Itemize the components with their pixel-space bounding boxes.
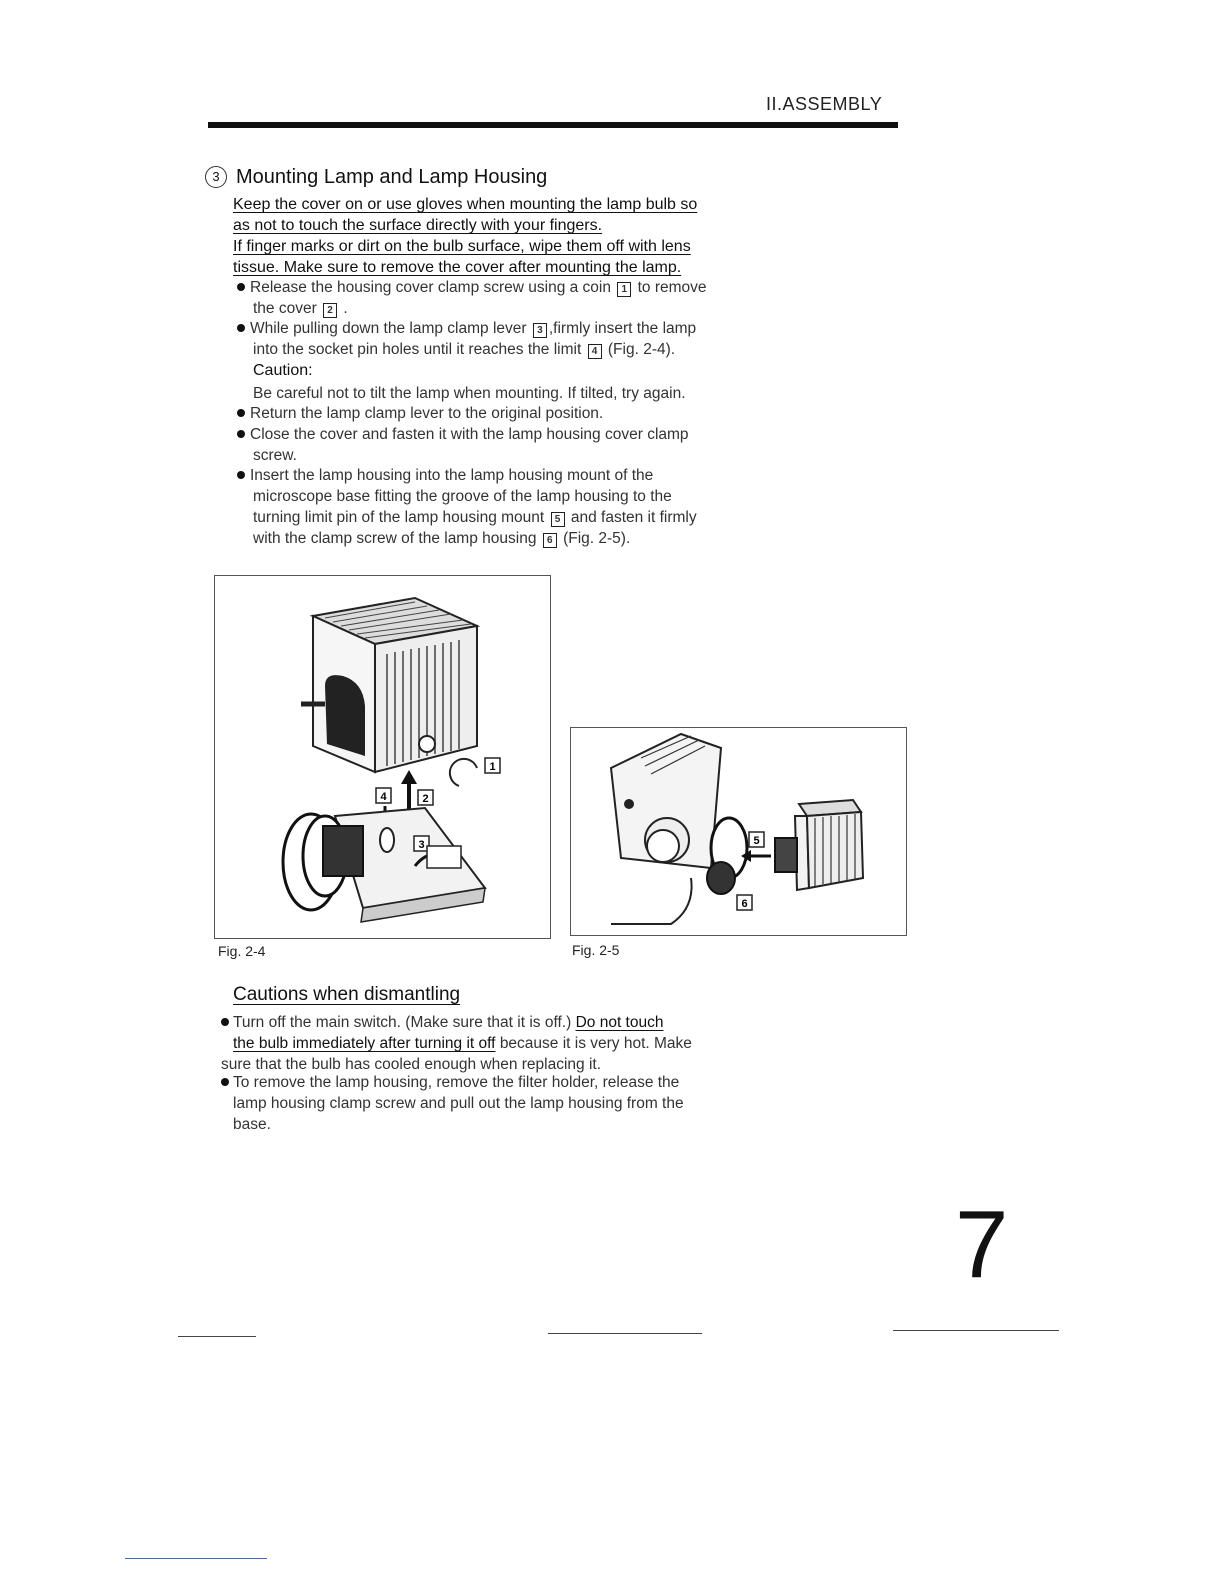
warning-line-4: tissue. Make sure to remove the cover after mounting the lamp. (233, 259, 682, 276)
section-title-text: Mounting Lamp and Lamp Housing (236, 166, 548, 188)
section-title (205, 166, 547, 189)
microscope-base-illustration (571, 728, 906, 935)
bullet-icon (237, 283, 245, 291)
warning-line-2: as not to touch the surface directly with your fingers. (233, 217, 603, 234)
section-number-marker: 3 (205, 166, 227, 188)
callout-label-2: 2 (422, 793, 429, 805)
step-return-lever: Return the lamp clamp lever to the original position. (237, 403, 807, 424)
callout-number: 2 (323, 303, 337, 318)
dismantling-title: Cautions when dismantling (233, 984, 461, 1005)
bullet-icon (221, 1078, 229, 1086)
warning-line-1: Keep the cover on or use gloves when mounting the lamp bulb so (233, 196, 698, 213)
bullet-icon (237, 324, 245, 332)
step-close-cover: Close the cover and fasten it with the lamp housing cover clamp screw. (237, 424, 807, 466)
scan-line (125, 1558, 267, 1559)
callout-label-6: 6 (741, 898, 748, 910)
figure-2-4-caption: Fig. 2-4 (218, 943, 266, 959)
callout-number: 1 (617, 282, 631, 297)
figure-2-4 (214, 575, 551, 939)
caution-label: Caution: (253, 362, 313, 379)
bullet-icon (237, 471, 245, 479)
bullet-icon (237, 409, 245, 417)
figure-2-5 (570, 727, 907, 936)
callout-number: 5 (551, 512, 565, 527)
scan-line (893, 1330, 1059, 1331)
callout-label-3: 3 (418, 839, 425, 851)
dismantling-bullet-housing: To remove the lamp housing, remove the filter holder, release the lamp housing clamp screw and pull out the lamp housing from the base. (221, 1072, 811, 1135)
caution-text: Be careful not to tilt the lamp when mounting. If tilted, try again. (253, 385, 686, 402)
step-release-cover: Release the housing cover clamp screw using a coin 1 to remove the cover 2 . (237, 277, 807, 319)
header-rule (208, 122, 898, 128)
callout-number: 4 (588, 344, 602, 359)
callout-label-4: 4 (380, 791, 387, 803)
dismantling-bullet-switch: Turn off the main switch. (Make sure that it is off.) Do not touch the bulb immediately after turning it off because it is very hot. Make sure that the bulb has cooled enough when replacing it. (221, 1014, 692, 1073)
callout-label-1: 1 (489, 761, 496, 773)
bullet-icon (221, 1018, 229, 1026)
scan-line (548, 1333, 702, 1334)
page-number: 7 (955, 1191, 1009, 1298)
step-insert-housing: Insert the lamp housing into the lamp housing mount of the microscope base fitting the groove of the lamp housing to the turning limit pin of the lamp housing mount 5 and fasten it firmly with the clamp screw of the lamp housing 6 (Fig. 2-5). (237, 465, 807, 549)
figure-2-5-caption: Fig. 2-5 (572, 942, 620, 958)
callout-number: 3 (533, 323, 547, 338)
warning-line-3: If finger marks or dirt on the bulb surface, wipe them off with lens (233, 238, 691, 255)
step-insert-lamp: While pulling down the lamp clamp lever 3 ,firmly insert the lamp into the socket pin holes until it reaches the limit 4 (Fig. 2-4). (237, 318, 807, 360)
scan-line (178, 1336, 256, 1337)
callout-number: 6 (543, 533, 557, 548)
callout-label-5: 5 (753, 835, 760, 847)
section-header: II.ASSEMBLY (766, 94, 883, 114)
bullet-icon (237, 430, 245, 438)
lamp-housing-illustration (215, 576, 550, 938)
